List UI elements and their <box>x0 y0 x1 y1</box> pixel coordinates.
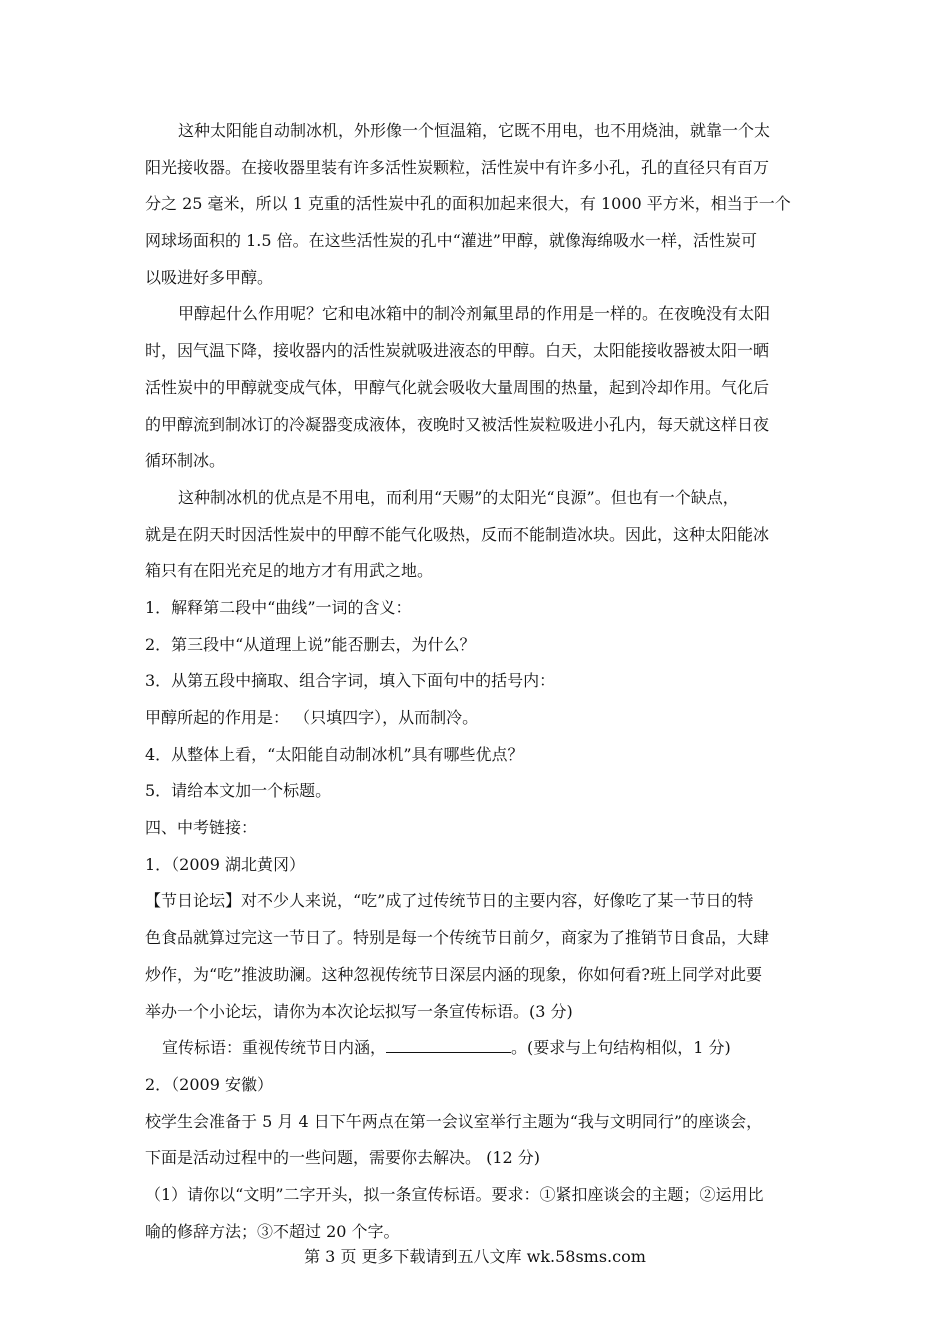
paragraph-line: 这种制冰机的优点是不用电，而利用“天赐”的太阳光“良源”。但也有一个缺点， <box>178 487 739 507</box>
paragraph-line: 的甲醇流到制冰订的冷凝器变成液体，夜晚时又被活性炭粒吸进小孔内，每天就这样日夜 <box>145 414 770 434</box>
question-line: 1．解释第二段中“曲线”一词的含义： <box>145 597 412 617</box>
question-line: 2．第三段中“从道理上说”能否删去，为什么？ <box>145 634 476 654</box>
question-line: 2．（2009 安徽） <box>145 1074 273 1094</box>
paragraph-line: 举办一个小论坛，请你为本次论坛拟写一条宣传标语。(3 分) <box>145 1001 573 1021</box>
paragraph-line: 活性炭中的甲醇就变成气体，甲醇气化就会吸收大量周围的热量，起到冷却作用。气化后 <box>145 377 770 397</box>
paragraph-line: 【节日论坛】对不少人来说，“吃”成了过传统节日的主要内容，好像吃了某一节日的特 <box>145 891 754 911</box>
paragraph-line: 以吸进好多甲醇。 <box>145 267 274 287</box>
question-line: 4．从整体上看，“太阳能自动制冰机”具有哪些优点？ <box>145 744 524 764</box>
paragraph-line: 就是在阴天时因活性炭中的甲醇不能气化吸热，反而不能制造冰块。因此，这种太阳能冰 <box>145 524 770 544</box>
paragraph-line: 校学生会准备于 5 月 4 日下午两点在第一会议室举行主题为“我与文明同行”的座谈会， <box>145 1111 763 1131</box>
paragraph-line: 阳光接收器。在接收器里装有许多活性炭颗粒，活性炭中有许多小孔，孔的直径只有百万 <box>145 157 770 177</box>
paragraph-line: 色食品就算过完这一节日了。特别是每一个传统节日前夕，商家为了推销节日食品，大肆 <box>145 928 770 948</box>
paragraph-line: 甲醇起什么作用呢？它和电冰箱中的制冷剂氟里昂的作用是一样的。在夜晚没有太阳 <box>178 304 771 324</box>
paragraph-line: （1）请你以“文明”二字开头，拟一条宣传标语。要求：①紧扣座谈会的主题；②运用比 <box>145 1184 764 1204</box>
answer-blank[interactable] <box>386 1038 511 1053</box>
slogan-line <box>145 1037 810 1074</box>
question-line: 3．从第五段中摘取、组合字词，填入下面句中的括号内： <box>145 671 556 691</box>
question-line: 甲醇所起的作用是： （只填四字），从而制冷。 <box>145 708 479 727</box>
document-body <box>145 120 810 1257</box>
paragraph-line: 炒作，为“吃”推波助澜。这种忽视传统节日深层内涵的现象，你如何看?班上同学对此要 <box>145 964 762 984</box>
slogan-prefix: 宣传标语：重视传统节日内涵， <box>162 1038 387 1058</box>
question-line: 1．（2009 湖北黄冈） <box>145 854 305 874</box>
section-heading: 四、中考链接： <box>145 818 258 838</box>
page-footer: 第 3 页 更多下载请到五八文库 wk.58sms.com <box>304 1247 646 1266</box>
paragraph-line: 网球场面积的 1.5 倍。在这些活性炭的孔中“灌进”甲醇，就像海绵吸水一样，活性炭可 <box>145 231 757 251</box>
question-line: 5．请给本文加一个标题。 <box>145 781 332 801</box>
paragraph-line: 时，因气温下降，接收器内的活性炭就吸进液态的甲醇。白天，太阳能接收器被太阳一晒 <box>145 341 770 361</box>
paragraph-line: 分之 25 毫米，所以 1 克重的活性炭中孔的面积加起来很大，有 1000 平方米，相当于一个 <box>145 194 791 214</box>
paragraph-line: 喻的修辞方法；③不超过 20 个字。 <box>145 1221 400 1241</box>
paragraph-line: 箱只有在阳光充足的地方才有用武之地。 <box>145 561 434 581</box>
paragraph-line: 循环制冰。 <box>145 451 226 471</box>
paragraph-line: 这种太阳能自动制冰机，外形像一个恒温箱，它既不用电，也不用烧油，就靠一个太 <box>178 121 771 140</box>
paragraph-line: 下面是活动过程中的一些问题，需要你去解决。 (12 分) <box>145 1148 541 1168</box>
slogan-suffix: 。(要求与上句结构相似，1 分) <box>511 1038 731 1058</box>
